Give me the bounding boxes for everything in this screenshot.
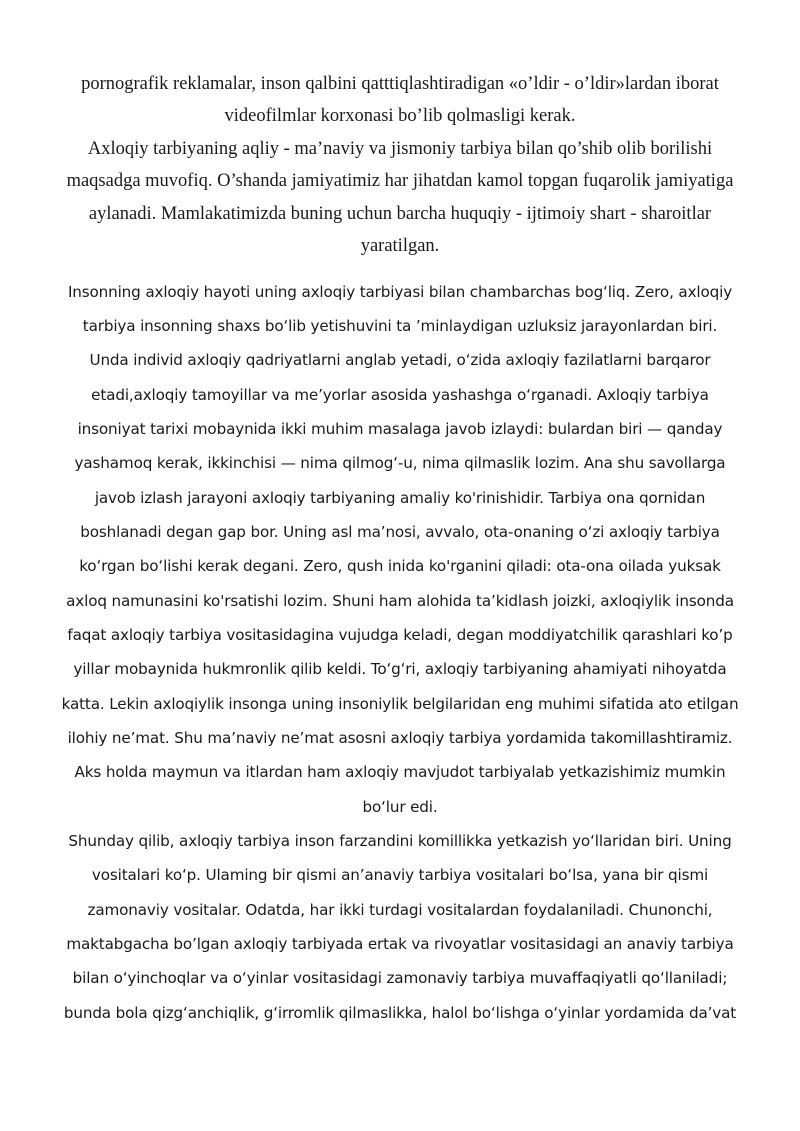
text-line: videofilmlar korxonasi bo’lib qolmasligi kerak. [224,106,576,126]
text-line: yillar mobaynida hukmronlik qilib keldi. Toʻgʻri, axloqiy tarbiyaning ahamiyati nihoyatda [73,660,727,678]
text-line: Insonning axloqiy hayoti uning axloqiy tarbiyasi bilan chambarchas bogʻliq. Zero, axloqiy [67,283,733,301]
text-line: katta. Lekin axloqiylik insonga uning insoniylik belgilaridan eng muhimi sifatida ato etilgan [61,695,739,713]
text-line: bunda bola qizgʻanchiqlik, gʻirromlik qilmaslikka, halol boʻlishga oʻyinlar yordamida daʼvat [63,1004,737,1022]
text-line: tarbiya insonning shaxs boʻlib yetishuvini ta ’minlaydigan uzluksiz jarayonlardan biri. [82,317,718,335]
text-line: faqat axloqiy tarbiya vositasidagina vujudga keladi, degan moddiyatchilik qarashlari ko’p [67,626,733,644]
text-line: bilan oʻyinchoqlar va oʻyinlar vositasidagi zamonaviy tarbiya muvaffaqiyatli qoʻllaniladi; [72,969,728,987]
text-line: Axloqiy tarbiyaning aqliy - ma’naviy va jismoniy tarbiya bilan qo’shib olib borilishi [87,139,713,159]
text-line: maktabgacha bo’lgan axloqiy tarbiyada ertak va rivoyatlar vositasidagi an anaviy tarbiya [66,935,734,953]
text-line: yaratilgan. [360,236,440,256]
text-line: axloq namunasini ko'rsatishi lozim. Shuni ham alohida taʼkidlash joizki, axloqiylik insonda [66,592,734,610]
text-line: pornografik reklamalar, inson qalbini qatttiqlashtiradigan «o’ldir - o’ldir»lardan iborat [81,74,719,94]
text-line: Unda individ axloqiy qadriyatlarni anglab yetadi, oʻzida axloqiy fazilatlarni barqaror [89,351,711,369]
text-line: yashamoq kerak, ikkinchisi — nima qilmogʻ-u, nima qilmaslik lozim. Ana shu savollarga [74,454,726,472]
text-line: koʻrgan boʻlishi kerak degani. Zero, qush inida ko'rganini qiladi: ota-ona oilada yuksak [79,557,721,575]
text-line: vositalari koʻp. Ulaming bir qismi anʼanaviy tarbiya vositalari boʻlsa, yana bir qismi [91,866,709,884]
text-line: insoniyat tarixi mobaynida ikki muhim masalaga javob izlaydi: bulardan biri — qanday [77,420,723,438]
text-line: aylanadi. Mamlakatimizda buning uchun barcha huquqiy - ijtimoiy shart - sharoitlar [88,204,712,224]
text-line: Shunday qilib, axloqiy tarbiya inson farzandini komillikka yetkazish yoʻllaridan biri. Uning [68,832,732,850]
text-line: ilohiy neʼmat. Shu maʼnaviy neʼmat asosni axloqiy tarbiya yordamida takomillashtiramiz. [67,729,733,747]
text-line: zamonaviy vositalar. Odatda, har ikki turdagi vositalardan foydalaniladi. Chunonchi, [87,901,713,919]
text-line: boshlanadi degan gap bor. Uning asl maʼnosi, avvalo, ota-onaning oʻzi axloqiy tarbiya [80,523,720,541]
text-line: maqsadga muvofiq. O’shanda jamiyatimiz har jihatdan kamol topgan fuqarolik jamiyatiga [66,171,734,191]
text-line: javob izlash jarayoni axloqiy tarbiyaning amaliy ko'rinishidir. Tarbiya ona qornidan [94,489,706,507]
text-line: etadi,axloqiy tamoyillar va meʼyorlar asosida yashashga oʻrganadi. Axloqiy tarbiya [91,386,709,404]
text-line: boʻlur edi. [362,798,438,816]
text-line: Aks holda maymun va itlardan ham axloqiy mavjudot tarbiyalab yetkazishimiz mumkin [74,763,726,781]
